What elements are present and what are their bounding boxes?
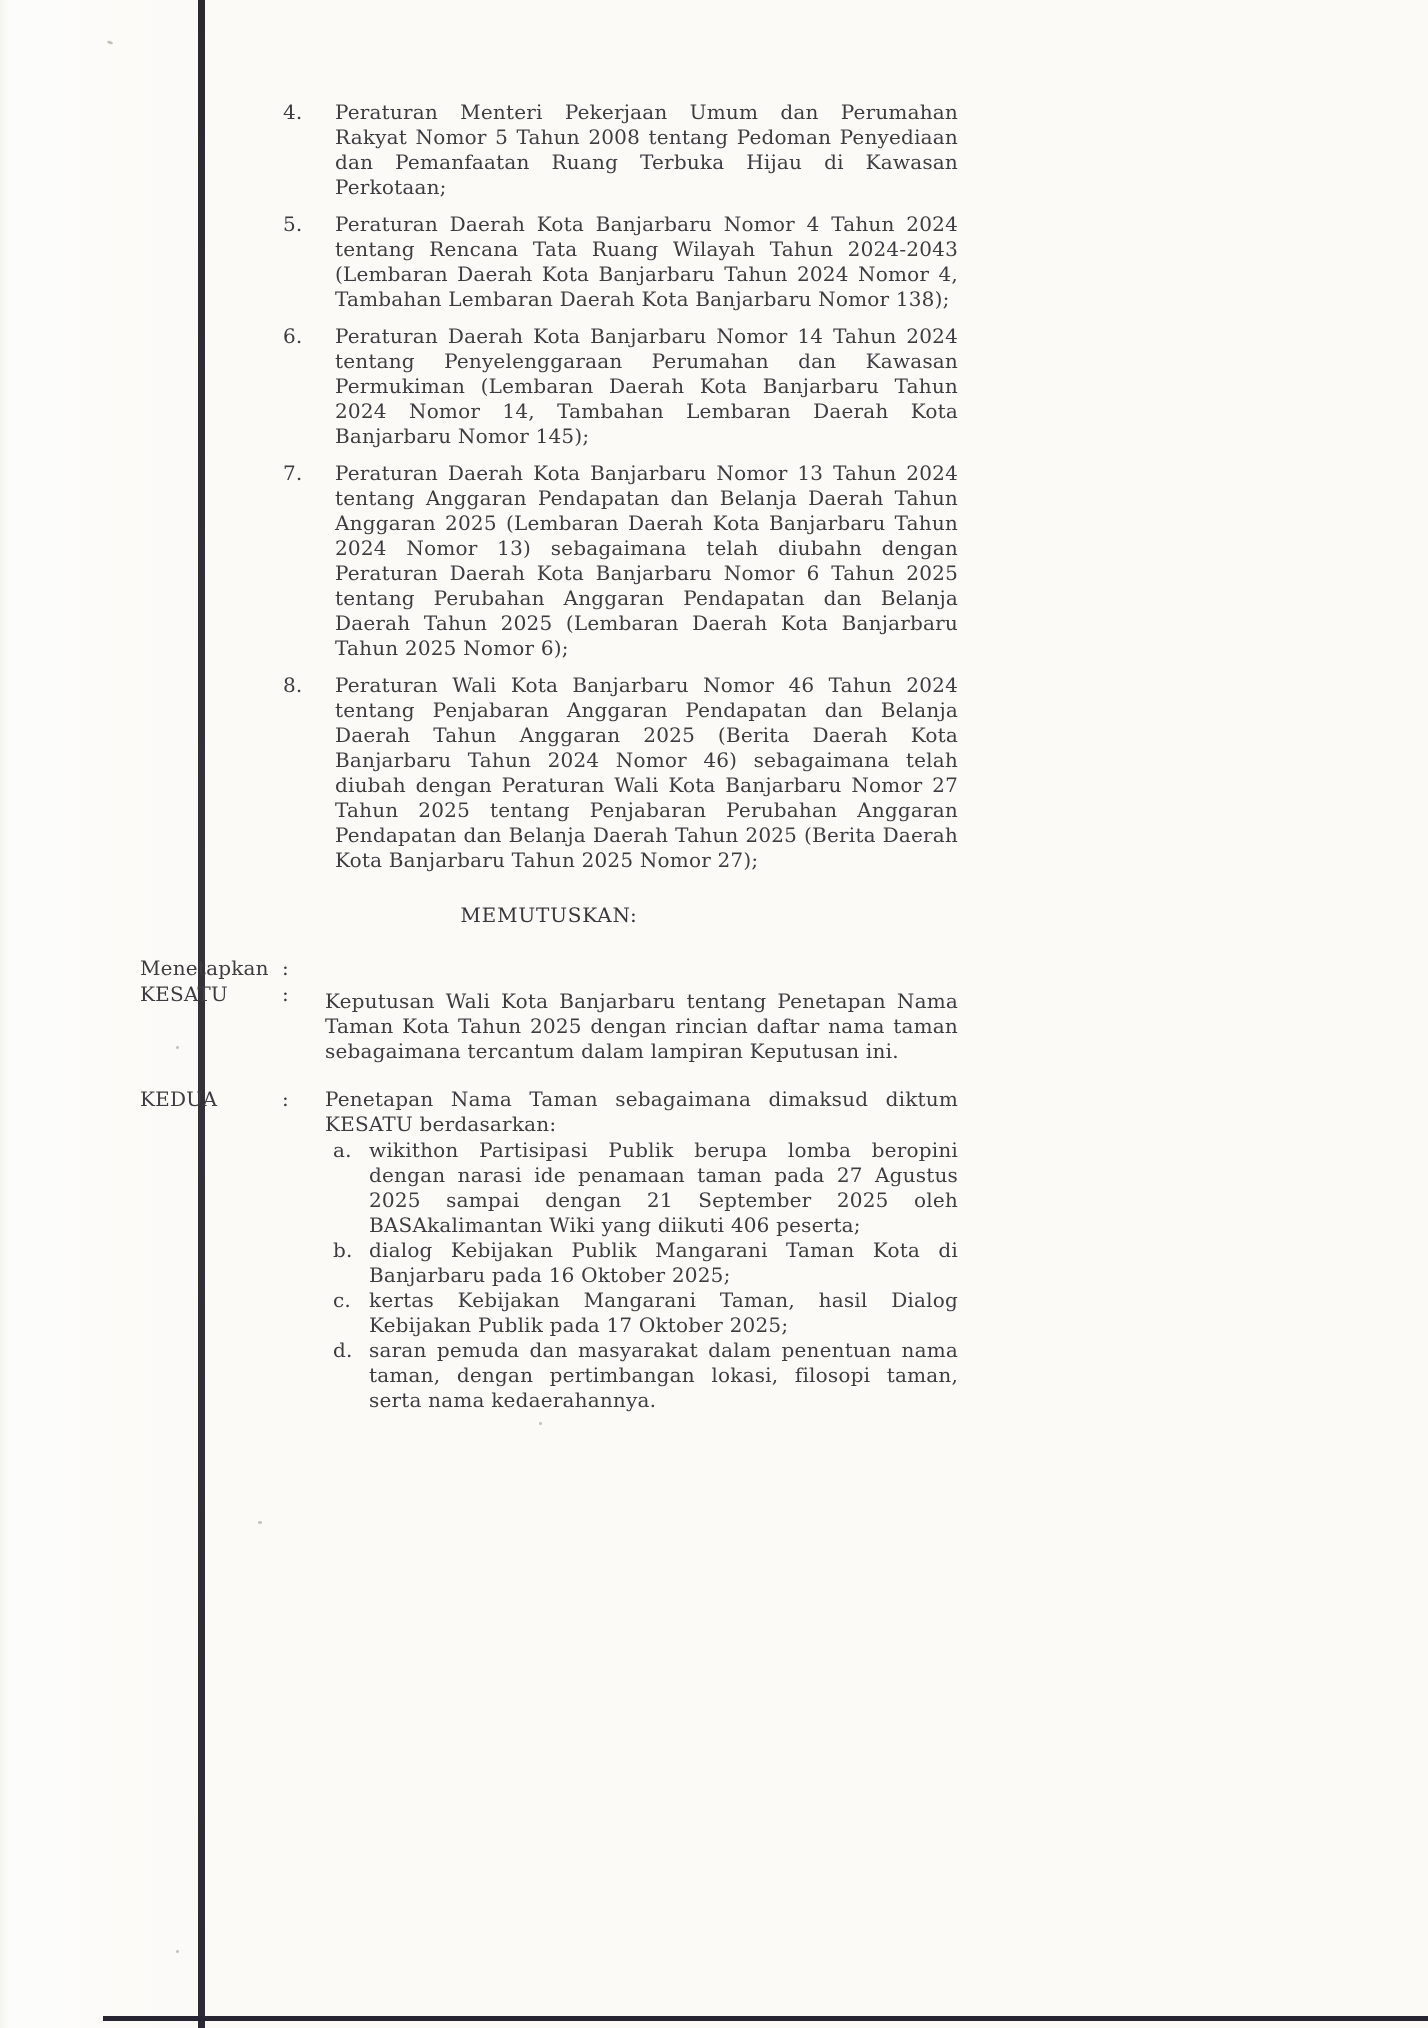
consideration-item-8 [140,673,958,873]
decision-label: KEDUA [140,1087,218,1111]
decision-row-kesatu [140,982,958,1064]
decision-text: Keputusan Wali Kota Banjarbaru tentang Penetapan Nama Taman Kota Tahun 2025 dengan rincian daftar nama taman sebagaimana tercantum dalam lampiran Keputusan ini. [325,989,958,1063]
consideration-item-6 [140,324,958,449]
item-number: 8. [283,673,303,697]
decision-separator: : [282,956,289,980]
subitem-letter: b. [333,1238,353,1262]
subitem-letter: d. [333,1338,353,1362]
decision-label: Menetapkan [140,956,269,980]
subitem-letter: c. [333,1288,351,1312]
decision-text [325,1087,958,1413]
subitem-text: kertas Kebijakan Mangarani Taman, hasil Dialog Kebijakan Publik pada 17 Oktober 2025; [369,1288,958,1337]
item-text: Peraturan Wali Kota Banjarbaru Nomor 46 Tahun 2024 tentang Penjabaran Anggaran Pendapatan dan Belanja Daerah Tahun Anggaran 2025 (Berita Daerah Kota Banjarbaru Tahun 2024 Nomor 46) sebagaimana telah diubah dengan Peraturan Wali Kota Banjarbaru Nomor 27 Tahun 2025 tentang Penjabaran Perubahan Anggaran Pendapatan dan Belanja Daerah Tahun 2025 (Berita Daerah Kota Banjarbaru Tahun 2025 Nomor 27); [335,673,958,872]
decision-separator: : [282,1087,289,1111]
scan-speckle [107,40,114,45]
item-text: Peraturan Daerah Kota Banjarbaru Nomor 14 Tahun 2024 tentang Penyelenggaraan Perumahan dan Kawasan Permukiman (Lembaran Daerah Kota Banjarbaru Tahun 2024 Nomor 14, Tambahan Lembaran Daerah Kota Banjarbaru Nomor 145); [335,324,958,448]
considerations-list [140,100,958,873]
decision-row-menetapkan [140,956,958,981]
item-number: 4. [283,100,303,124]
subitem-c [325,1288,958,1338]
decision-separator: : [282,982,289,1006]
item-number: 5. [283,212,303,236]
consideration-item-5 [140,212,958,312]
subitem-a [325,1138,958,1238]
kedua-subitem-list [325,1138,958,1413]
decision-row-kedua [140,1087,958,1413]
scan-speckle [176,1950,179,1953]
subitem-letter: a. [333,1138,352,1162]
item-text: Peraturan Menteri Pekerjaan Umum dan Perumahan Rakyat Nomor 5 Tahun 2008 tentang Pedoman Penyediaan dan Pemanfaatan Ruang Terbuka Hijau di Kawasan Perkotaan; [335,100,958,199]
subitem-b [325,1238,958,1288]
decision-label: KESATU [140,982,228,1006]
item-text: Peraturan Daerah Kota Banjarbaru Nomor 13 Tahun 2024 tentang Anggaran Pendapatan dan Belanja Daerah Tahun Anggaran 2025 (Lembaran Daerah Kota Banjarbaru Tahun 2024 Nomor 13) sebagaimana telah diubahn dengan Peraturan Daerah Kota Banjarbaru Nomor 6 Tahun 2025 tentang Perubahan Anggaran Pendapatan dan Belanja Daerah Tahun 2025 (Lembaran Daerah Kota Banjarbaru Tahun 2025 Nomor 6); [335,461,958,660]
decision-text [325,956,958,981]
scan-speckle [539,1422,542,1425]
memutuskan-heading: MEMUTUSKAN: [460,903,638,927]
item-number: 7. [283,461,303,485]
consideration-item-7 [140,461,958,661]
subitem-text: saran pemuda dan masyarakat dalam penentuan nama taman, dengan pertimbangan lokasi, filosopi taman, serta nama kedaerahannya. [369,1338,958,1412]
decree-body [140,100,958,1413]
item-number: 6. [283,324,303,348]
subitem-text: wikithon Partisipasi Publik berupa lomba beropini dengan narasi ide penamaan taman pada 27 Agustus 2025 sampai dengan 21 September 2025 oleh BASAkalimantan Wiki yang diikuti 406 peserta; [369,1138,958,1237]
scan-bottom-line [103,2016,1428,2021]
item-text: Peraturan Daerah Kota Banjarbaru Nomor 4 Tahun 2024 tentang Rencana Tata Ruang Wilayah Tahun 2024-2043 (Lembaran Daerah Kota Banjarbaru Tahun 2024 Nomor 4, Tambahan Lembaran Daerah Kota Banjarbaru Nomor 138); [335,212,958,311]
scan-speckle [258,1521,262,1524]
kedua-lead-text: Penetapan Nama Taman sebagaimana dimaksud diktum KESATU berdasarkan: [325,1087,958,1136]
subitem-d [325,1338,958,1413]
subitem-text: dialog Kebijakan Publik Mangarani Taman Kota di Banjarbaru pada 16 Oktober 2025; [369,1238,958,1287]
consideration-item-4 [140,100,958,200]
